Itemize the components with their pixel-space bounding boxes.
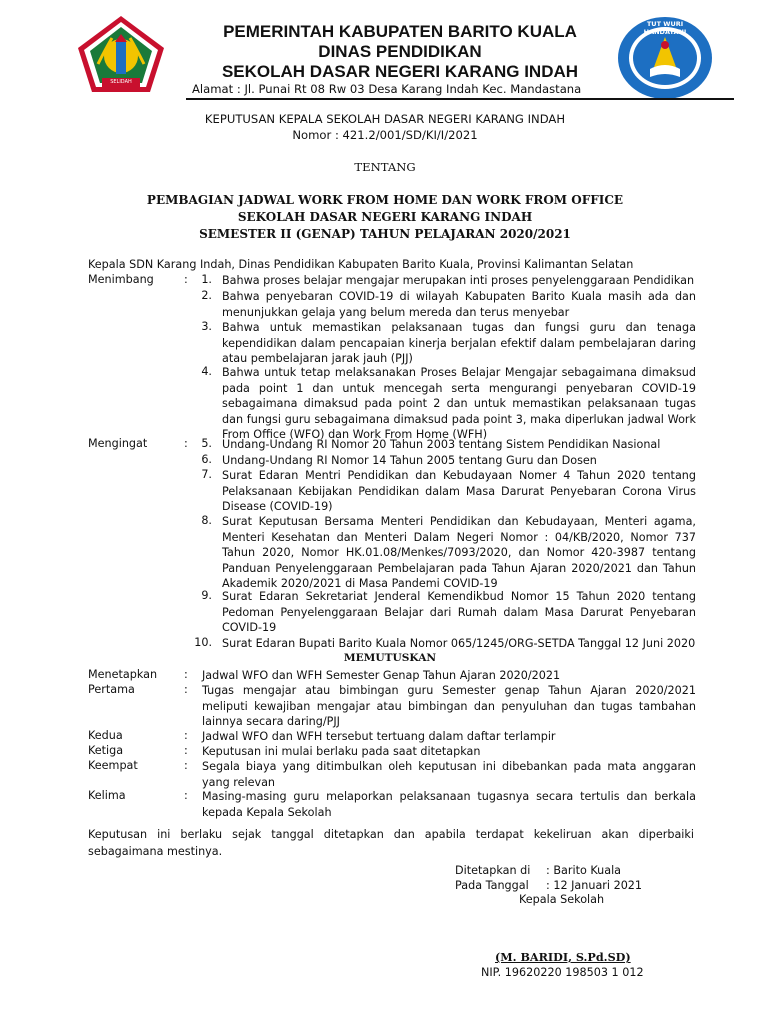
decision-text: Masing-masing guru melaporkan pelaksanaan tugasnya secara tertulis dan berkala kepada Kepala Sekolah <box>202 790 696 819</box>
decision-label: Kedua <box>88 729 123 742</box>
decision-text: Jadwal WFO dan WFH tersebut tertuang dalam daftar terlampir <box>202 730 556 743</box>
mengingat-item: Surat Keputusan Bersama Menteri Pendidikan dan Kebudayaan, Menteri agama, Menteri Kesehatan dan Menteri Dalam Negeri Nomor : 04/KB/2020, Nomor 737 Tahun 2020, Nomor HK.01.08/Menkes/7093/2020, dan Nomor 420-3987 tentang Panduan Penyelenggaraan Pembelajaran pada Tahun Ajaran 2020/2021 dan Tahun Akademik 2020/2021 di Masa Pandemi COVID-19 <box>222 515 696 591</box>
menimbang-label: Menimbang <box>88 273 154 286</box>
mengingat-number: 8. <box>201 514 212 527</box>
intro-line: Kepala SDN Karang Indah, Dinas Pendidikan Kabupaten Barito Kuala, Provinsi Kalimantan Selatan <box>88 258 634 271</box>
sign-date-value: : 12 Januari 2021 <box>546 879 643 892</box>
menimbang-item: Bahwa untuk memastikan pelaksanaan tugas dan fungsi guru dan tenaga kependidikan dalam pencapaian kinerja berjalan efektif dalam pembelajaran daring atau pembelajaran jarak jauh (PJJ) <box>222 321 696 366</box>
decree-number: Nomor : 421.2/001/SD/KI/I/2021 <box>292 128 478 142</box>
sign-position: Kepala Sekolah <box>519 893 605 906</box>
decree-title: KEPUTUSAN KEPALA SEKOLAH DASAR NEGERI KARANG INDAH <box>204 112 566 126</box>
decision-label: Keempat <box>88 759 138 772</box>
menimbang-number: 2. <box>201 289 212 302</box>
memutuskan-heading: MEMUTUSKAN <box>343 652 437 664</box>
signer-name: (M. BARIDI, S.Pd.SD) <box>495 950 631 964</box>
decision-colon: : <box>184 729 188 742</box>
emblem-label: SELIDAH <box>110 79 132 85</box>
mengingat-item: Surat Edaran Mentri Pendidikan dan Kebudayaan Nomer 4 Tahun 2020 tentang Pelaksanaan Kebijakan Pendidikan dalam Masa Darurat Penyebaran Corona Virus Disease (COVID-19) <box>222 469 696 514</box>
decision-label: Ketiga <box>88 744 124 757</box>
mengingat-item: Surat Edaran Bupati Barito Kuala Nomor 065/1245/ORG-SETDA Tanggal 12 Juni 2020 <box>222 637 696 650</box>
decision-label: Pertama <box>88 683 135 696</box>
menimbang-number: 1. <box>201 273 212 286</box>
tut-wuri-handayani-logo <box>616 15 714 101</box>
mengingat-label: Mengingat <box>88 437 148 450</box>
decision-colon: : <box>184 744 188 757</box>
decree-subject-2: SEKOLAH DASAR NEGERI KARANG INDAH <box>237 210 533 224</box>
menimbang-item: Bahwa untuk tetap melaksanakan Proses Belajar Mengajar sebagaimana dimaksud pada point 1 dan untuk mencegah serta mengurangi penyebaran COVID-19 sebagaimana dimaksud pada point 2 dan untuk memastikan pelaksanaan tugas dan fungsi guru sebagaimana dimaksud pada point 3, maka diperlukan jadwal Work From Office (WFO) dan Work From Home (WFH) <box>222 366 696 442</box>
decision-colon: : <box>184 789 188 802</box>
decision-text: Tugas mengajar atau bimbingan guru Semester genap Tahun Ajaran 2020/2021 meliputi kewajiban mengajar atau bimbingan dan penyuluhan dan tugas tambahan lainnya secara daring/PJJ <box>202 684 696 729</box>
kop-line-2: DINAS PENDIDIKAN <box>318 42 482 61</box>
signer-nip: NIP. 19620220 198503 1 012 <box>481 966 644 979</box>
menimbang-item: Bahwa penyebaran COVID-19 di wilayah Kabupaten Barito Kuala masih ada dan menunjukkan gelaja yang belum mereda dan terus menyebar <box>222 290 696 319</box>
mengingat-item: Undang-Undang RI Nomor 20 Tahun 2003 tentang Sistem Pendidikan Nasional <box>222 438 661 451</box>
kop-line-1: PEMERINTAH KABUPATEN BARITO KUALA <box>223 22 577 41</box>
mengingat-colon: : <box>184 437 188 450</box>
tut-wuri-label: TUT WURI HANDAYANI <box>643 20 687 36</box>
regency-emblem-logo <box>76 14 166 96</box>
menimbang-colon: : <box>184 273 188 286</box>
decision-text: Jadwal WFO dan WFH Semester Genap Tahun Ajaran 2020/2021 <box>202 669 561 682</box>
mengingat-number: 9. <box>201 589 212 602</box>
kop-line-3: SEKOLAH DASAR NEGERI KARANG INDAH <box>221 62 579 81</box>
decision-colon: : <box>184 683 188 696</box>
school-address: Alamat : Jl. Punai Rt 08 Rw 03 Desa Karang Indah Kec. Mandastana <box>192 82 582 96</box>
decision-colon: : <box>184 759 188 772</box>
decision-label: Menetapkan <box>88 668 158 681</box>
mengingat-number: 6. <box>201 453 212 466</box>
menimbang-number: 4. <box>201 365 212 378</box>
menimbang-item: Bahwa proses belajar mengajar merupakan inti proses penyelenggaraan Pendidikan <box>222 274 695 287</box>
decision-text: Keputusan ini mulai berlaku pada saat ditetapkan <box>202 745 481 758</box>
decision-text: Segala biaya yang ditimbulkan oleh keputusan ini dibebankan pada mata anggaran yang relevan <box>202 760 696 789</box>
sign-place-label: Ditetapkan di <box>455 864 531 877</box>
menimbang-number: 3. <box>201 320 212 333</box>
decree-tentang: TENTANG <box>354 160 416 174</box>
mengingat-number: 5. <box>201 437 212 450</box>
decree-subject-1: PEMBAGIAN JADWAL WORK FROM HOME DAN WORK FROM OFFICE <box>146 193 624 207</box>
mengingat-number: 7. <box>201 468 212 481</box>
sign-date-label: Pada Tanggal <box>455 879 529 892</box>
mengingat-item: Surat Edaran Sekretariat Jenderal Kemendikbud Nomor 15 Tahun 2020 tentang Pedoman Penyelenggaraan Belajar dari Rumah dalam Masa Darurat Penyebaran COVID-19 <box>222 590 696 635</box>
decision-colon: : <box>184 668 188 681</box>
decree-subject-3: SEMESTER II (GENAP) TAHUN PELAJARAN 2020/2021 <box>199 227 571 241</box>
mengingat-number: 10. <box>194 636 212 649</box>
closing-statement: Keputusan ini berlaku sejak tanggal ditetapkan dan apabila terdapat kekeliruan akan diperbaiki sebagaimana mestinya. <box>88 828 694 858</box>
sign-place-value: : Barito Kuala <box>546 864 622 877</box>
mengingat-item: Undang-Undang RI Nomor 14 Tahun 2005 tentang Guru dan Dosen <box>222 454 597 467</box>
decision-label: Kelima <box>88 789 126 802</box>
header-divider <box>186 98 734 100</box>
